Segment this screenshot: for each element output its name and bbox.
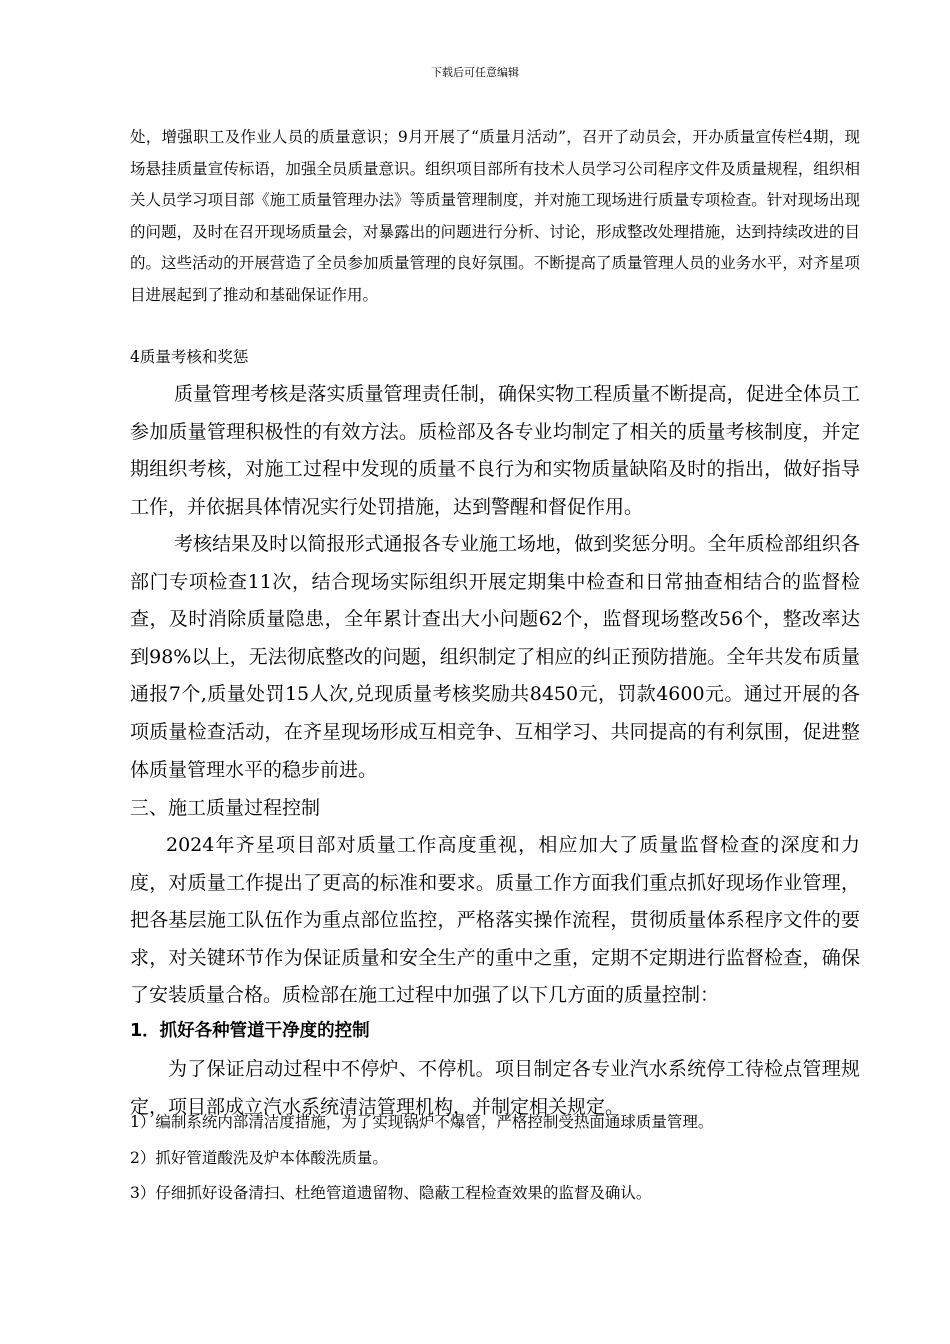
page-header: 下载后可任意编辑: [431, 66, 519, 79]
paragraph-continued: 处，增强职工及作业人员的质量意识；9月开展了“质量月活动”，召开了动员会，开办质量宣传栏4期，现场悬挂质量宣传标语，加强全员质量意识。组织项目部所有技术人员学习公司程序文件及质量规程，组织相关人员学习项目部《施工质量管理办法》等质量管理制度，并对施工现场进行质量专项检查。针对现场出现的问题，及时在召开现场质量会，对暴露出的问题进行分析、讨论，形成整改处理措施，达到持续改进的目的。这些活动的开展营造了全员参加质量管理的良好氛围。不断提高了质量管理人员的业务水平，对齐星项目进展起到了推动和基础保证作用。: [130, 128, 860, 304]
list-item-2: 2）抓好管道酸洗及炉本体酸洗质量。: [130, 1149, 388, 1167]
subsection-heading-1: 1．抓好各种管道干净度的控制: [130, 1021, 370, 1041]
paragraph-results: 考核结果及时以简报形式通报各专业施工场地，做到奖惩分明。全年质检部组织各部门专项检查11次，结合现场实际组织开展定期集中检查和日常抽查相结合的监督检查，及时消除质量隐患，全年累计查出大小问题62个，监督现场整改56个，整改率达到98%以上，无法彻底整改的问题，组织制定了相应的纠正预防措施。全年共发布质量通报7个,质量处罚15人次,兑现质量考核奖励共8450元，罚款4600元。通过开展的各项质量检查活动，在齐星现场形成互相竞争、互相学习、共同提高的有利氛围，促进整体质量管理水平的稳步前进。: [130, 533, 860, 781]
paragraph-assessment: 质量管理考核是落实质量管理责任制，确保实物工程质量不断提高，促进全体员工参加质量管理积极性的有效方法。质检部及各专业均制定了相关的质量考核制度，并定期组织考核，对施工过程中发现的质量不良行为和实物质量缺陷及时的指出，做好指导工作，并依据具体情况实行处罚措施，达到警醒和督促作用。: [130, 383, 860, 518]
list-item-1: 1）编制系统内部清洁度措施，为了实现锅炉不爆管，严格控制受热面通球质量管理。: [130, 1113, 714, 1131]
paragraph-pipes: 为了保证启动过程中不停炉、不停机。项目制定各专业汽水系统停工待检点管理规定，项目部成立汽水系统清洁管理机构，并制定相关规定。: [130, 1058, 860, 1118]
list-item-3: 3）仔细抓好设备清扫、杜绝管道遗留物、隐蔽工程检查效果的监督及确认。: [130, 1184, 652, 1202]
section-heading-3: 三、施工质量过程控制: [130, 797, 321, 819]
paragraph-2024: 2024年齐星项目部对质量工作高度重视，相应加大了质量监督检查的深度和力度，对质量工作提出了更高的标准和要求。质量工作方面我们重点抓好现场作业管理，把各基层施工队伍作为重点部位监控，严格落实操作流程，贯彻质量体系程序文件的要求，对关键环节作为保证质量和安全生产的重中之重，定期不定期进行监督检查，确保了安装质量合格。质检部在施工过程中加强了以下几方面的质量控制：: [130, 834, 860, 1007]
section-heading-4: 4质量考核和奖惩: [130, 348, 249, 366]
